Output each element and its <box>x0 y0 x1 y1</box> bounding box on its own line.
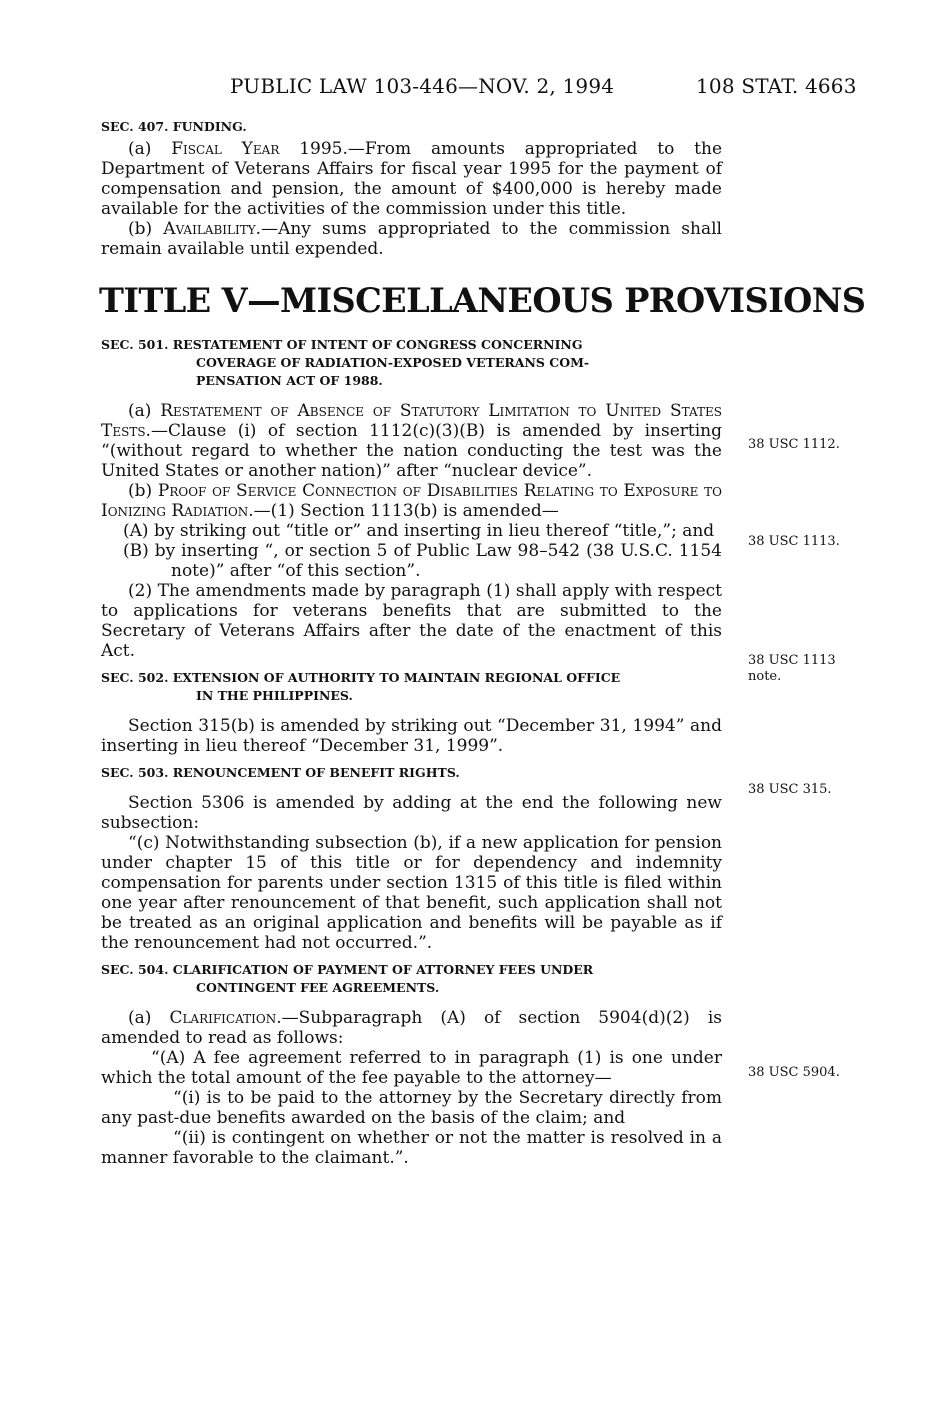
section-heading: SEC. 502. EXTENSION OF AUTHORITY TO MAINTAIN REGIONAL OFFICE IN THE PHILIPPINES. <box>101 670 621 703</box>
running-header: PUBLIC LAW 103-446—NOV. 2, 1994 <box>230 74 615 98</box>
subparagraph: (A) by striking out “title or” and inserting in lieu thereof “title,”; and <box>123 521 715 541</box>
quoted-subsection: “(c) Notwithstanding subsection (b), if a new application for pension under chapter 15 of this title or for dependency and indemnity compensation for parents under section 1315 of this title is filed within one year after renouncement of that benefit, such application shall not be treated as an original application and benefits will be payable as if the renouncement had not occurred.”. <box>101 833 722 953</box>
paragraph: (2) The amendments made by paragraph (1) shall apply with respect to applications for veterans benefits that are submitted to the Secretary of Veterans Affairs after the date of the enactment of this Act. <box>101 581 722 661</box>
margin-note: 38 USC 1113 note. <box>748 653 836 684</box>
statute-page-number: 108 STAT. 4663 <box>696 74 857 98</box>
paragraph: (a) Restatement of Absence of Statutory Limitation to United States Tests.—Clause (i) of section 1112(c)(3)(B) is amended by inserting “(without regard to whether the nation conducting the test was the United States or another nation)” after “nuclear device”. <box>101 401 722 481</box>
section-heading: SEC. 407. FUNDING. <box>101 119 247 134</box>
margin-note: 38 USC 5904. <box>748 1065 840 1080</box>
paragraph: Section 5306 is amended by adding at the end the following new subsection: <box>101 793 722 833</box>
margin-note: 38 USC 1112. <box>748 437 840 452</box>
paragraph: (a) Clarification.—Subparagraph (A) of section 5904(d)(2) is amended to read as follows: <box>101 1008 722 1048</box>
paragraph: (b) Availability.—Any sums appropriated to the commission shall remain available until expended. <box>101 219 722 259</box>
paragraph: Section 315(b) is amended by striking out “December 31, 1994” and inserting in lieu thereof “December 31, 1999”. <box>101 716 722 756</box>
margin-note: 38 USC 1113. <box>748 534 840 549</box>
section-heading: SEC. 504. CLARIFICATION OF PAYMENT OF ATTORNEY FEES UNDER CONTINGENT FEE AGREEMENTS. <box>101 962 594 995</box>
title-heading: TITLE V—MISCELLANEOUS PROVISIONS <box>99 281 866 320</box>
section-heading: SEC. 501. RESTATEMENT OF INTENT OF CONGRESS CONCERNING COVERAGE OF RADIATION-EXPOSED VETERANS COM- PENSATION ACT OF 1988. <box>101 337 590 388</box>
quoted-subparagraph: “(A) A fee agreement referred to in paragraph (1) is one under which the total amount of the fee payable to the attorney— <box>101 1048 722 1088</box>
quoted-clause: “(i) is to be paid to the attorney by the Secretary directly from any past-due benefits awarded on the basis of the claim; and <box>101 1088 722 1128</box>
subparagraph: (B) by inserting “, or section 5 of Public Law 98–542 (38 U.S.C. 1154 note)” after “of this section”. <box>123 541 722 581</box>
margin-note: 38 USC 315. <box>748 782 832 797</box>
section-heading: SEC. 503. RENOUNCEMENT OF BENEFIT RIGHTS. <box>101 765 460 780</box>
paragraph: (a) Fiscal Year 1995.—From amounts appropriated to the Department of Veterans Affairs for fiscal year 1995 for the payment of compensation and pension, the amount of $400,000 is hereby made available for the activities of the commission under this title. <box>101 139 722 219</box>
quoted-clause: “(ii) is contingent on whether or not the matter is resolved in a manner favorable to the claimant.”. <box>101 1128 722 1168</box>
paragraph: (b) Proof of Service Connection of Disabilities Relating to Exposure to Ionizing Radiation.—(1) Section 1113(b) is amended— <box>101 481 722 521</box>
